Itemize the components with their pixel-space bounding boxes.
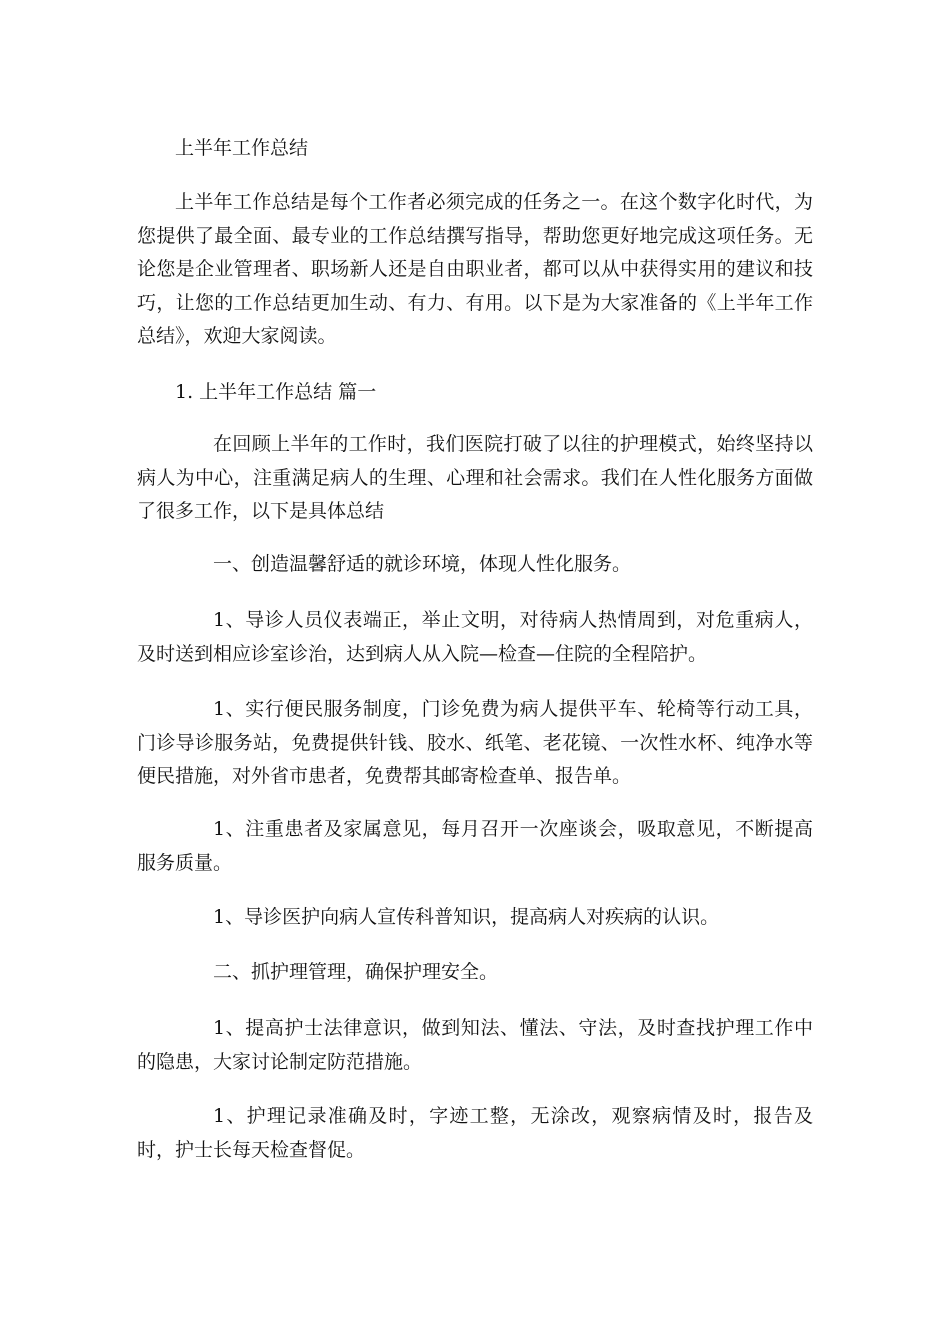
body-paragraph: 1、提高护士法律意识，做到知法、懂法、守法，及时查找护理工作中的隐患，大家讨论制定防范措施。 — [137, 1017, 813, 1073]
body-paragraph: 1、导诊医护向病人宣传科普知识，提高病人对疾病的认识。 — [213, 906, 720, 928]
body-paragraph: 1、注重患者及家属意见，每月召开一次座谈会，吸取意见，不断提高服务质量。 — [137, 818, 813, 874]
body-paragraph: 1、护理记录准确及时，字迹工整，无涂改，观察病情及时，报告及时，护士长每天检查督促。 — [137, 1105, 813, 1161]
body-paragraph: 1、导诊人员仪表端正，举止文明，对待病人热情周到，对危重病人，及时送到相应诊室诊治，达到病人从入院—检查—住院的全程陪护。 — [137, 609, 813, 665]
body-paragraph: 1、实行便民服务制度，门诊免费为病人提供平车、轮椅等行动工具，门诊导诊服务站，免费提供针钱、胶水、纸笔、老花镜、一次性水杯、纯净水等便民措施，对外省市患者，免费帮其邮寄检查单、报告单。 — [137, 698, 813, 787]
document-title: 上半年工作总结 — [175, 137, 309, 159]
subsection-heading: 二、抓护理管理，确保护理安全。 — [213, 961, 499, 983]
body-paragraph: 在回顾上半年的工作时，我们医院打破了以往的护理模式，始终坚持以病人为中心，注重满足病人的生理、心理和社会需求。我们在人性化服务方面做了很多工作，以下是具体总结 — [137, 433, 813, 522]
intro-paragraph: 上半年工作总结是每个工作者必须完成的任务之一。在这个数字化时代，为您提供了最全面、最专业的工作总结撰写指导，帮助您更好地完成这项任务。无论您是企业管理者、职场新人还是自由职业者，都可以从中获得实用的建议和技巧，让您的工作总结更加生动、有力、有用。以下是为大家准备的《上半年工作总结》，欢迎大家阅读。 — [137, 191, 813, 347]
subsection-heading: 一、创造温馨舒适的就诊环境，体现人性化服务。 — [213, 553, 632, 575]
section-heading: 1. 上半年工作总结 篇一 — [175, 381, 377, 403]
